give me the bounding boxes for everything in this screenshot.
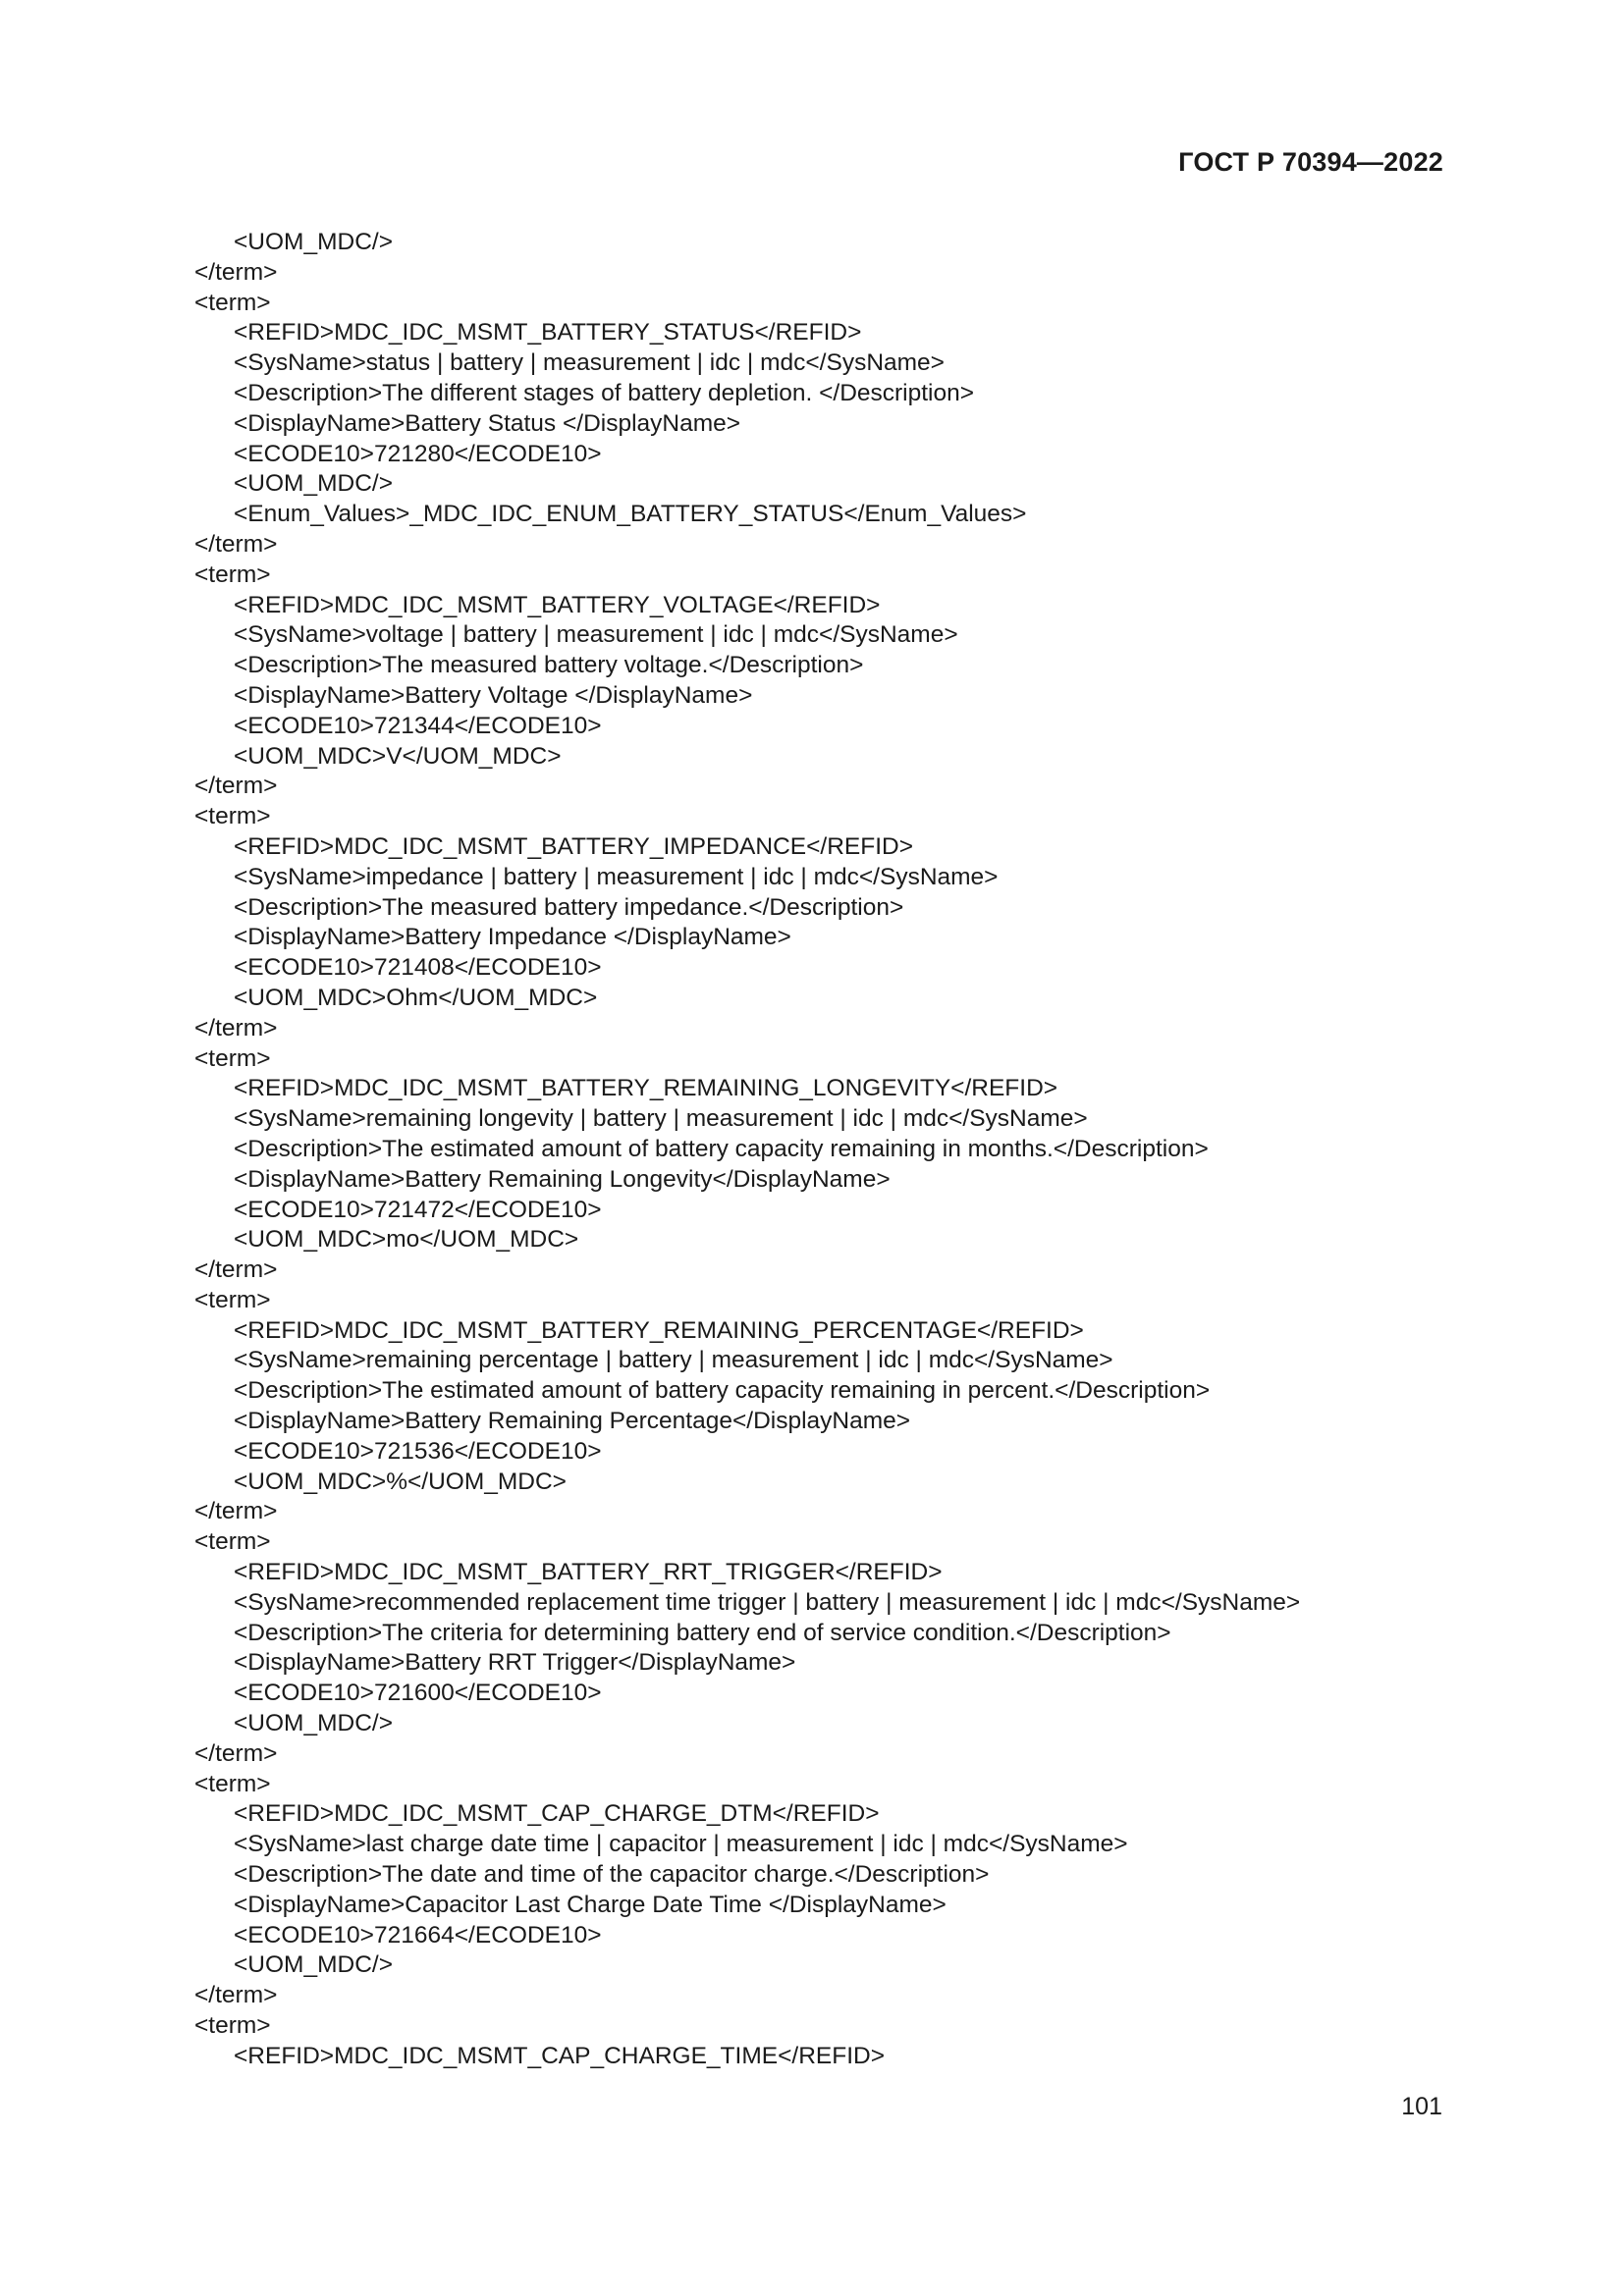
code-line: <term> (194, 1528, 271, 1556)
code-line: <ECODE10>721408</ECODE10> (234, 954, 602, 982)
code-line: <ECODE10>721280</ECODE10> (234, 440, 602, 467)
code-line: <Description>The criteria for determining battery end of service condition.</Description> (234, 1619, 1171, 1646)
code-line: <REFID>MDC_IDC_MSMT_BATTERY_VOLTAGE</REFID> (234, 591, 881, 618)
code-line: <SysName>voltage | battery | measurement | idc | mdc</SysName> (234, 621, 958, 649)
code-line: <ECODE10>721664</ECODE10> (234, 1921, 602, 1949)
code-line: <SysName>impedance | battery | measurement | idc | mdc</SysName> (234, 863, 999, 890)
code-line: <UOM_MDC>V</UOM_MDC> (234, 742, 562, 770)
code-line: </term> (194, 1014, 278, 1041)
code-line: <DisplayName>Battery Remaining Longevity</DisplayName> (234, 1165, 891, 1193)
code-line: <REFID>MDC_IDC_MSMT_CAP_CHARGE_TIME</REFID> (234, 2042, 885, 2069)
code-line: <term> (194, 1286, 271, 1313)
code-line: <term> (194, 561, 271, 588)
code-line: <term> (194, 2012, 271, 2040)
code-line: </term> (194, 258, 278, 286)
code-line: <DisplayName>Capacitor Last Charge Date Time </DisplayName> (234, 1891, 947, 1918)
code-line: <ECODE10>721600</ECODE10> (234, 1680, 602, 1707)
code-line: <Description>The measured battery impedance.</Description> (234, 893, 904, 921)
code-line: <REFID>MDC_IDC_MSMT_BATTERY_STATUS</REFID> (234, 319, 862, 347)
code-line: <UOM_MDC/> (234, 1710, 394, 1737)
code-line: <Description>The measured battery voltage.</Description> (234, 652, 864, 679)
code-line: <DisplayName>Battery Remaining Percentage</DisplayName> (234, 1408, 911, 1435)
code-line: <Enum_Values>_MDC_IDC_ENUM_BATTERY_STATUS</Enum_Values> (234, 501, 1027, 528)
code-line: <DisplayName>Battery Impedance </DisplayName> (234, 924, 791, 951)
page-number: 101 (1401, 2093, 1442, 2120)
code-line: </term> (194, 530, 278, 558)
code-line: <SysName>remaining longevity | battery | measurement | idc | mdc</SysName> (234, 1105, 1088, 1133)
code-line: <DisplayName>Battery Status </DisplayName> (234, 409, 741, 437)
code-line: <DisplayName>Battery Voltage </DisplayName> (234, 681, 753, 709)
code-line: <REFID>MDC_IDC_MSMT_BATTERY_REMAINING_PERCENTAGE</REFID> (234, 1316, 1084, 1344)
code-line: <ECODE10>721344</ECODE10> (234, 712, 602, 739)
code-line: <REFID>MDC_IDC_MSMT_CAP_CHARGE_DTM</REFID> (234, 1800, 880, 1828)
code-line: <term> (194, 803, 271, 830)
document-standard-header: ГОСТ Р 70394—2022 (1178, 147, 1443, 177)
code-line: <SysName>last charge date time | capacitor | measurement | idc | mdc</SysName> (234, 1831, 1128, 1858)
code-line: <UOM_MDC>%</UOM_MDC> (234, 1468, 567, 1495)
code-line: <UOM_MDC>mo</UOM_MDC> (234, 1226, 579, 1254)
code-line: <UOM_MDC/> (234, 229, 394, 255)
code-line: <UOM_MDC/> (234, 1951, 394, 1979)
code-line: <Description>The different stages of battery depletion. </Description> (234, 379, 975, 406)
xml-code-block (194, 228, 1451, 2072)
code-line: <Description>The date and time of the capacitor charge.</Description> (234, 1861, 990, 1889)
code-line: <term> (194, 1770, 271, 1797)
code-line: <Description>The estimated amount of battery capacity remaining in months.</Description> (234, 1135, 1209, 1162)
code-line: <term> (194, 1044, 271, 1072)
code-line: <Description>The estimated amount of battery capacity remaining in percent.</Description> (234, 1377, 1211, 1405)
code-line: <ECODE10>721536</ECODE10> (234, 1437, 602, 1465)
code-line: <REFID>MDC_IDC_MSMT_BATTERY_IMPEDANCE</REFID> (234, 832, 914, 860)
code-line: <ECODE10>721472</ECODE10> (234, 1196, 602, 1223)
code-line: <UOM_MDC/> (234, 470, 394, 498)
code-line: </term> (194, 1739, 278, 1767)
code-line: </term> (194, 1982, 278, 2009)
code-line: <UOM_MDC>Ohm</UOM_MDC> (234, 984, 598, 1011)
code-line: </term> (194, 1256, 278, 1284)
code-line: <DisplayName>Battery RRT Trigger</DisplayName> (234, 1649, 796, 1677)
code-line: <SysName>recommended replacement time trigger | battery | measurement | idc | mdc</SysName> (234, 1588, 1301, 1616)
code-line: </term> (194, 1498, 278, 1525)
code-line: <term> (194, 289, 271, 316)
code-line: <SysName>remaining percentage | battery | measurement | idc | mdc</SysName> (234, 1347, 1113, 1374)
code-line: <REFID>MDC_IDC_MSMT_BATTERY_REMAINING_LONGEVITY</REFID> (234, 1075, 1058, 1102)
code-line: <REFID>MDC_IDC_MSMT_BATTERY_RRT_TRIGGER</REFID> (234, 1559, 943, 1586)
code-line: <SysName>status | battery | measurement | idc | mdc</SysName> (234, 349, 945, 377)
code-line: </term> (194, 773, 278, 800)
